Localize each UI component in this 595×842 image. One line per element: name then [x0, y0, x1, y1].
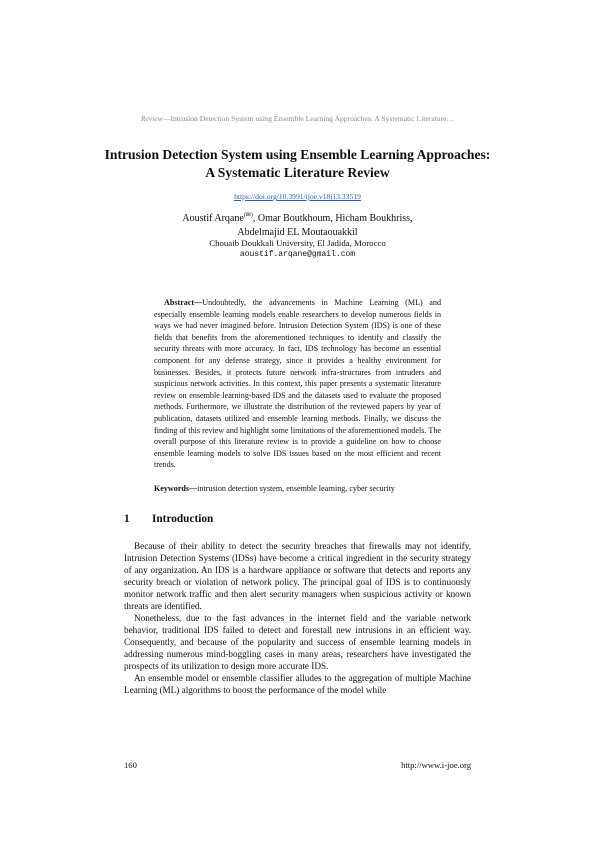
- section-title: Introduction: [152, 513, 214, 525]
- journal-url[interactable]: http://www.i-joe.org: [401, 760, 471, 770]
- running-header-title: —Intrusion Detection System using Ensemble Learning Approaches: A Systematic Literature…: [162, 114, 455, 123]
- doi-link[interactable]: https://doi.org/10.3991/ijoe.v18i13.33519: [234, 192, 361, 201]
- abstract-label: Abstract—: [164, 298, 203, 307]
- section-heading-introduction: [124, 513, 213, 525]
- abstract-text: Undoubtedly, the advancements in Machine Learning (ML) and especially ensemble learning models enable researchers to develop numerous fields in ways we had never imagined before. Intrusion Detection System (IDS) is one of these fields that benefits from the aforementioned techniques to identify and classify the security threats with more accuracy. In fact, IDS technology has become an essential component for any defense strategy, since it provides a healthy environment for businesses. Besides, it protects future network infra-structures from intruders and suspicious network activities. In this context, this paper presents a systematic literature review on ensemble learning-based IDS and the datasets used to evaluate the proposed methods. Furthermore, we illustrate the distribution of the reviewed papers by year of publication, datasets utilized and ensemble learning methods. Finally, we discuss the finding of this review and highlight some limitations of the aforementioned models. The overall purpose of this literature review is to provide a guideline on how to choose ensemble learning models to solve IDS issues based on the most efficient and recent trends.: [154, 298, 441, 470]
- affiliation: Chouaib Doukkali University, El Jadida, Morocco: [209, 238, 386, 248]
- paragraph: Because of their ability to detect the security breaches that firewalls may not identify, Intrusion Detection Systems (IDSs) have become a critical ingredient in the security strategy of any organization. An IDS is a hardware appliance or software that detects and reports any security breach or violation of network policy. The principal goal of IDS is to continuously monitor network traffic and then alert security managers when suspicious activity or known threats are identified.: [124, 541, 471, 611]
- corresponding-author-mark: (✉): [243, 212, 253, 219]
- paper-title: Intrusion Detection System using Ensemble Learning Approaches: A Systematic Literature Review: [104, 147, 491, 180]
- running-header-review: Review: [140, 114, 163, 123]
- paragraph: An ensemble model or ensemble classifier alludes to the aggregation of multiple Machine Learning (ML) algorithms to boost the performance of the model while: [124, 673, 471, 695]
- keywords: [154, 483, 441, 495]
- abstract: [154, 297, 441, 471]
- authors-line-1: [150, 212, 445, 226]
- keywords-label: Keywords—: [154, 484, 198, 493]
- running-header: [0, 114, 595, 123]
- keywords-text: intrusion detection system, ensemble learning, cyber security: [197, 484, 395, 493]
- authors-rest: , Omar Boutkhoum, Hicham Boukhriss,: [252, 213, 413, 224]
- introduction-body: [124, 540, 471, 696]
- author-email[interactable]: aoustif.arqane@gmail.com: [239, 250, 356, 259]
- author-first: Aoustif Arqane: [182, 213, 244, 224]
- section-number: 1: [124, 513, 130, 525]
- paragraph: Nonetheless, due to the fast advances in the internet field and the variable network behavior, traditional IDS failed to detect and forestall new intrusions in an efficient way. Consequently, and because of the popularity and success of ensemble learning models in addressing numerous mind-boggling cases in many areas, researchers have investigated the prospects of its utilization to design more accurate IDS.: [124, 613, 471, 671]
- authors-line-2: Abdelmajid EL Moutaouakkil: [237, 226, 358, 238]
- authors: [150, 212, 445, 239]
- page-number: 160: [124, 760, 137, 770]
